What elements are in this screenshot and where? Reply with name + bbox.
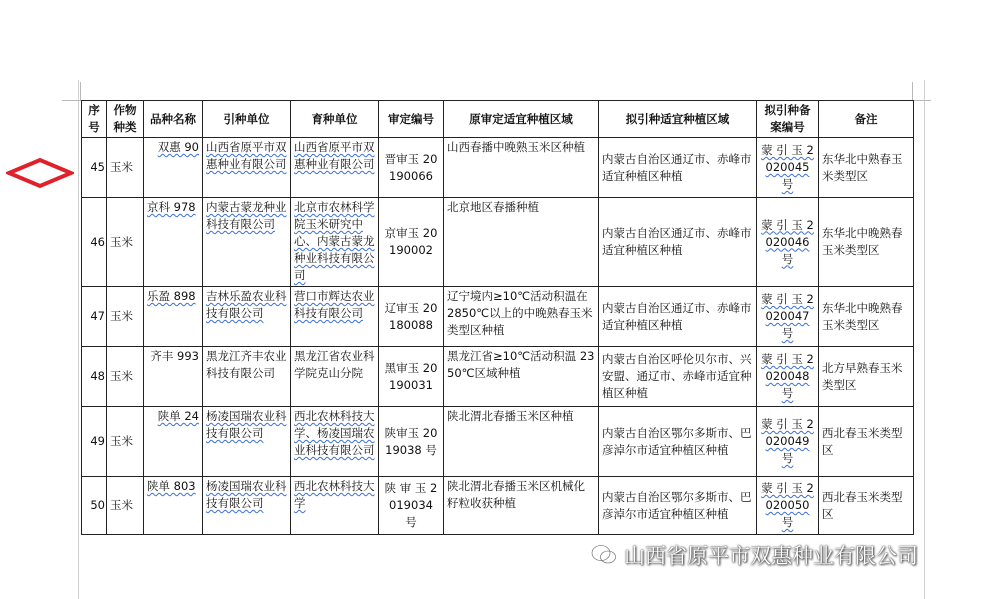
diamond-marker-icon — [6, 157, 74, 189]
cell-target-region: 内蒙古自治区通辽市、赤峰市适宜种植区种植 — [599, 138, 757, 198]
cell-breeder: 西北农林科技大学 — [291, 477, 379, 535]
cell-approval: 陕审玉 2019038 号 — [379, 407, 444, 477]
cell-target-region: 内蒙古自治区鄂尔多斯市、巴彦淖尔市适宜种植区种植 — [599, 477, 757, 535]
cell-variety: 双惠 90 — [144, 138, 203, 198]
cell-num: 47 — [82, 287, 107, 347]
cell-approval: 陕 审 玉 2019034 号 — [379, 477, 444, 535]
header-breeder: 育种单位 — [291, 101, 379, 138]
page-corner-mark — [62, 82, 81, 101]
cell-introducer: 山西省原平市双惠种业有限公司 — [203, 138, 291, 198]
cell-note: 西北春玉米类型区 — [819, 407, 914, 477]
cell-num: 49 — [82, 407, 107, 477]
cell-original-region: 黑龙江省≥10℃活动积温 2350℃区域种植 — [444, 347, 599, 407]
table-row — [82, 407, 914, 477]
cell-variety: 京科 978 — [144, 198, 203, 287]
cell-introducer: 杨凌国瑞农业科技有限公司 — [203, 407, 291, 477]
cell-crop: 玉米 — [107, 287, 144, 347]
cell-breeder: 北京市农林科学院玉米研究中心、内蒙古蒙龙种业科技有限公司 — [291, 198, 379, 287]
cell-original-region: 辽宁境内≥10℃活动积温在 2850℃以上的中晚熟春玉米类型区种植 — [444, 287, 599, 347]
table-row — [82, 347, 914, 407]
cell-variety: 陕单 803 — [144, 477, 203, 535]
cell-num: 45 — [82, 138, 107, 198]
cell-note: 东华北中晚熟春玉米类型区 — [819, 287, 914, 347]
cell-approval: 晋审玉 20190066 — [379, 138, 444, 198]
cell-filing: 蒙 引 玉 2020047 号 — [757, 287, 819, 347]
table-row — [82, 477, 914, 535]
cell-introducer: 内蒙古蒙龙种业科技有限公司 — [203, 198, 291, 287]
cell-crop: 玉米 — [107, 407, 144, 477]
cell-filing: 蒙 引 玉 2020048 号 — [757, 347, 819, 407]
cell-num: 48 — [82, 347, 107, 407]
cell-crop: 玉米 — [107, 198, 144, 287]
cell-note: 西北春玉米类型区 — [819, 477, 914, 535]
cell-approval: 辽审玉 20180088 — [379, 287, 444, 347]
cell-variety: 乐盈 898 — [144, 287, 203, 347]
cell-crop: 玉米 — [107, 347, 144, 407]
cell-variety: 陕单 24 — [144, 407, 203, 477]
header-introducer: 引种单位 — [203, 101, 291, 138]
cell-original-region: 北京地区春播种植 — [444, 198, 599, 287]
cell-note: 东华北中熟春玉米类型区 — [819, 138, 914, 198]
wechat-watermark — [590, 540, 918, 570]
header-original-region: 原审定适宜种植区域 — [444, 101, 599, 138]
cell-crop: 玉米 — [107, 138, 144, 198]
header-approval: 审定编号 — [379, 101, 444, 138]
cell-num: 46 — [82, 198, 107, 287]
table-row — [82, 287, 914, 347]
cell-crop: 玉米 — [107, 477, 144, 535]
cell-target-region: 内蒙古自治区通辽市、赤峰市适宜种植区种植 — [599, 198, 757, 287]
cell-breeder: 黑龙江省农业科学院克山分院 — [291, 347, 379, 407]
cell-approval: 黑审玉 20190031 — [379, 347, 444, 407]
cell-filing: 蒙 引 玉 2020050 号 — [757, 477, 819, 535]
cell-breeder: 西北农林科技大学、杨凌国瑞农业科技有限公司 — [291, 407, 379, 477]
cell-note: 北方早熟春玉米类型区 — [819, 347, 914, 407]
cell-introducer: 杨凌国瑞农业科技有限公司 — [203, 477, 291, 535]
cell-target-region: 内蒙古自治区呼伦贝尔市、兴安盟、通辽市、赤峰市适宜种植区种植 — [599, 347, 757, 407]
header-target-region: 拟引种适宜种植区域 — [599, 101, 757, 138]
cell-breeder: 营口市辉达农业科技有限公司 — [291, 287, 379, 347]
cell-note: 东华北中晚熟春玉米类型区 — [819, 198, 914, 287]
wechat-icon — [590, 543, 618, 567]
cell-filing: 蒙 引 玉 2020049 号 — [757, 407, 819, 477]
header-num: 序号 — [82, 101, 107, 138]
table-header-row — [82, 101, 914, 138]
header-note: 备注 — [819, 101, 914, 138]
header-filing: 拟引种备案编号 — [757, 101, 819, 138]
cell-original-region: 陕北渭北春播玉米区机械化籽粒收获种植 — [444, 477, 599, 535]
table-row — [82, 198, 914, 287]
cell-approval: 京审玉 20190002 — [379, 198, 444, 287]
cell-introducer: 黑龙江齐丰农业科技有限公司 — [203, 347, 291, 407]
seed-variety-table — [81, 100, 914, 535]
cell-original-region: 陕北渭北春播玉米区种植 — [444, 407, 599, 477]
cell-breeder: 山西省原平市双惠种业有限公司 — [291, 138, 379, 198]
cell-target-region: 内蒙古自治区鄂尔多斯市、巴彦淖尔市适宜种植区种植 — [599, 407, 757, 477]
cell-filing: 蒙 引 玉 2020046 号 — [757, 198, 819, 287]
cell-filing: 蒙 引 玉 2020045 号 — [757, 138, 819, 198]
page-corner-mark — [912, 82, 931, 101]
header-crop: 作物种类 — [107, 101, 144, 138]
cell-target-region: 内蒙古自治区通辽市、赤峰市适宜种植区种植 — [599, 287, 757, 347]
table-row — [82, 138, 914, 198]
cell-original-region: 山西春播中晚熟玉米区种植 — [444, 138, 599, 198]
cell-variety: 齐丰 993 — [144, 347, 203, 407]
cell-introducer: 吉林乐盈农业科技有限公司 — [203, 287, 291, 347]
watermark-text: 山西省原平市双惠种业有限公司 — [624, 544, 918, 568]
cell-num: 50 — [82, 477, 107, 535]
header-variety: 品种名称 — [144, 101, 203, 138]
